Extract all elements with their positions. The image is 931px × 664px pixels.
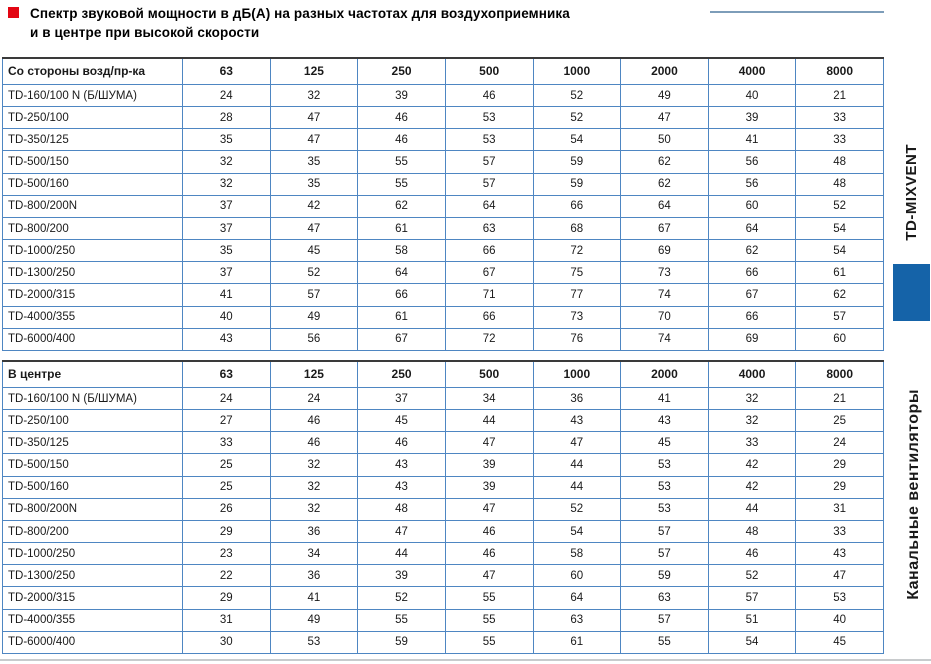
value-cell: 46 <box>270 410 358 432</box>
value-cell: 53 <box>621 498 709 520</box>
header-label-cell: Со стороны возд/пр-ка <box>3 58 183 84</box>
model-cell: TD-4000/355 <box>3 609 183 631</box>
value-cell: 55 <box>358 173 446 195</box>
value-cell: 62 <box>621 173 709 195</box>
value-cell: 54 <box>533 129 621 151</box>
value-cell: 41 <box>621 387 709 409</box>
table-row <box>3 217 884 239</box>
value-cell: 43 <box>358 454 446 476</box>
value-cell: 69 <box>621 240 709 262</box>
value-cell: 74 <box>621 284 709 306</box>
value-cell: 42 <box>270 195 358 217</box>
value-cell: 43 <box>796 543 884 565</box>
value-cell: 76 <box>533 328 621 350</box>
value-cell: 47 <box>445 432 533 454</box>
value-cell: 53 <box>621 454 709 476</box>
value-cell: 33 <box>796 520 884 542</box>
value-cell: 37 <box>183 217 271 239</box>
value-cell: 28 <box>183 107 271 129</box>
value-cell: 32 <box>270 454 358 476</box>
value-cell: 21 <box>796 387 884 409</box>
value-cell: 41 <box>183 284 271 306</box>
model-cell: TD-1000/250 <box>3 543 183 565</box>
sound-power-table-center <box>2 360 884 654</box>
table-row <box>3 84 884 106</box>
frequency-header-cell: 250 <box>358 361 446 387</box>
value-cell: 41 <box>708 129 796 151</box>
page-title <box>30 4 570 42</box>
value-cell: 55 <box>445 631 533 653</box>
value-cell: 60 <box>796 328 884 350</box>
value-cell: 52 <box>533 498 621 520</box>
value-cell: 57 <box>445 151 533 173</box>
value-cell: 23 <box>183 543 271 565</box>
value-cell: 61 <box>358 217 446 239</box>
table-row <box>3 565 884 587</box>
title-rule-line <box>710 11 884 13</box>
value-cell: 32 <box>183 151 271 173</box>
value-cell: 24 <box>796 432 884 454</box>
value-cell: 27 <box>183 410 271 432</box>
value-cell: 47 <box>796 565 884 587</box>
value-cell: 45 <box>621 432 709 454</box>
model-cell: TD-350/125 <box>3 432 183 454</box>
value-cell: 44 <box>445 410 533 432</box>
table-row <box>3 387 884 409</box>
value-cell: 66 <box>533 195 621 217</box>
frequency-header-cell: 250 <box>358 58 446 84</box>
value-cell: 57 <box>708 587 796 609</box>
value-cell: 47 <box>270 129 358 151</box>
model-cell: TD-800/200N <box>3 195 183 217</box>
model-cell: TD-6000/400 <box>3 631 183 653</box>
value-cell: 48 <box>358 498 446 520</box>
value-cell: 39 <box>445 454 533 476</box>
value-cell: 50 <box>621 129 709 151</box>
value-cell: 25 <box>183 454 271 476</box>
value-cell: 35 <box>183 129 271 151</box>
table-row <box>3 262 884 284</box>
value-cell: 58 <box>358 240 446 262</box>
value-cell: 49 <box>621 84 709 106</box>
value-cell: 47 <box>621 107 709 129</box>
value-cell: 47 <box>445 565 533 587</box>
value-cell: 64 <box>708 217 796 239</box>
value-cell: 57 <box>445 173 533 195</box>
model-cell: TD-160/100 N (Б/ШУМА) <box>3 84 183 106</box>
value-cell: 32 <box>270 476 358 498</box>
value-cell: 55 <box>621 631 709 653</box>
value-cell: 47 <box>270 217 358 239</box>
value-cell: 30 <box>183 631 271 653</box>
value-cell: 47 <box>358 520 446 542</box>
value-cell: 33 <box>183 432 271 454</box>
value-cell: 72 <box>445 328 533 350</box>
value-cell: 46 <box>708 543 796 565</box>
value-cell: 45 <box>270 240 358 262</box>
model-cell: TD-800/200N <box>3 498 183 520</box>
value-cell: 29 <box>183 587 271 609</box>
value-cell: 25 <box>796 410 884 432</box>
value-cell: 39 <box>358 565 446 587</box>
value-cell: 46 <box>358 129 446 151</box>
model-cell: TD-500/160 <box>3 173 183 195</box>
table-row <box>3 173 884 195</box>
model-cell: TD-6000/400 <box>3 328 183 350</box>
value-cell: 64 <box>621 195 709 217</box>
value-cell: 63 <box>621 587 709 609</box>
value-cell: 42 <box>708 454 796 476</box>
frequency-header-cell: 8000 <box>796 58 884 84</box>
value-cell: 44 <box>533 476 621 498</box>
table-header-row <box>3 361 884 387</box>
value-cell: 62 <box>358 195 446 217</box>
value-cell: 40 <box>183 306 271 328</box>
value-cell: 59 <box>533 151 621 173</box>
model-cell: TD-4000/355 <box>3 306 183 328</box>
value-cell: 66 <box>358 284 446 306</box>
value-cell: 63 <box>445 217 533 239</box>
value-cell: 46 <box>358 107 446 129</box>
value-cell: 42 <box>708 476 796 498</box>
value-cell: 49 <box>270 306 358 328</box>
table-row <box>3 284 884 306</box>
value-cell: 53 <box>445 107 533 129</box>
model-cell: TD-160/100 N (Б/ШУМА) <box>3 387 183 409</box>
value-cell: 62 <box>621 151 709 173</box>
value-cell: 29 <box>796 476 884 498</box>
table-row <box>3 432 884 454</box>
value-cell: 47 <box>533 432 621 454</box>
model-cell: TD-250/100 <box>3 107 183 129</box>
value-cell: 52 <box>533 107 621 129</box>
frequency-header-cell: 63 <box>183 361 271 387</box>
table-row <box>3 129 884 151</box>
value-cell: 29 <box>796 454 884 476</box>
value-cell: 67 <box>358 328 446 350</box>
value-cell: 48 <box>708 520 796 542</box>
value-cell: 52 <box>270 262 358 284</box>
value-cell: 56 <box>708 151 796 173</box>
value-cell: 22 <box>183 565 271 587</box>
value-cell: 33 <box>796 129 884 151</box>
sound-power-table-inlet <box>2 57 884 351</box>
value-cell: 31 <box>796 498 884 520</box>
value-cell: 43 <box>358 476 446 498</box>
value-cell: 66 <box>708 306 796 328</box>
value-cell: 39 <box>445 476 533 498</box>
table-row <box>3 498 884 520</box>
value-cell: 47 <box>270 107 358 129</box>
value-cell: 52 <box>796 195 884 217</box>
value-cell: 73 <box>533 306 621 328</box>
value-cell: 64 <box>358 262 446 284</box>
frequency-header-cell: 2000 <box>621 361 709 387</box>
value-cell: 54 <box>533 520 621 542</box>
table-row <box>3 609 884 631</box>
value-cell: 35 <box>270 173 358 195</box>
value-cell: 48 <box>796 173 884 195</box>
model-cell: TD-500/150 <box>3 151 183 173</box>
value-cell: 52 <box>358 587 446 609</box>
value-cell: 37 <box>183 195 271 217</box>
value-cell: 69 <box>708 328 796 350</box>
value-cell: 68 <box>533 217 621 239</box>
page-title-line-2: и в центре при высокой скорости <box>30 25 260 40</box>
value-cell: 58 <box>533 543 621 565</box>
value-cell: 66 <box>445 306 533 328</box>
value-cell: 33 <box>796 107 884 129</box>
value-cell: 44 <box>708 498 796 520</box>
value-cell: 24 <box>183 387 271 409</box>
frequency-header-cell: 1000 <box>533 361 621 387</box>
value-cell: 43 <box>621 410 709 432</box>
table-row <box>3 476 884 498</box>
model-cell: TD-1300/250 <box>3 262 183 284</box>
value-cell: 70 <box>621 306 709 328</box>
value-cell: 35 <box>183 240 271 262</box>
table-row <box>3 195 884 217</box>
value-cell: 34 <box>270 543 358 565</box>
value-cell: 53 <box>270 631 358 653</box>
value-cell: 31 <box>183 609 271 631</box>
table-header-row <box>3 58 884 84</box>
value-cell: 47 <box>445 498 533 520</box>
value-cell: 57 <box>621 543 709 565</box>
frequency-header-cell: 8000 <box>796 361 884 387</box>
value-cell: 41 <box>270 587 358 609</box>
value-cell: 75 <box>533 262 621 284</box>
value-cell: 63 <box>533 609 621 631</box>
series-label-text: TD-MIXVENT <box>902 143 920 241</box>
frequency-header-cell: 125 <box>270 58 358 84</box>
value-cell: 53 <box>621 476 709 498</box>
table-row <box>3 107 884 129</box>
value-cell: 52 <box>533 84 621 106</box>
model-cell: TD-2000/315 <box>3 284 183 306</box>
value-cell: 32 <box>270 498 358 520</box>
frequency-header-cell: 63 <box>183 58 271 84</box>
model-cell: TD-1300/250 <box>3 565 183 587</box>
value-cell: 71 <box>445 284 533 306</box>
value-cell: 73 <box>621 262 709 284</box>
value-cell: 66 <box>445 240 533 262</box>
value-cell: 32 <box>708 387 796 409</box>
model-cell: TD-250/100 <box>3 410 183 432</box>
value-cell: 74 <box>621 328 709 350</box>
sidebar-series-label <box>894 118 928 266</box>
value-cell: 57 <box>270 284 358 306</box>
value-cell: 43 <box>533 410 621 432</box>
value-cell: 53 <box>796 587 884 609</box>
value-cell: 67 <box>708 284 796 306</box>
category-label-text: Канальные вентиляторы <box>905 388 922 600</box>
table-row <box>3 240 884 262</box>
value-cell: 57 <box>621 609 709 631</box>
value-cell: 45 <box>796 631 884 653</box>
value-cell: 48 <box>796 151 884 173</box>
value-cell: 32 <box>183 173 271 195</box>
value-cell: 56 <box>270 328 358 350</box>
model-cell: TD-500/160 <box>3 476 183 498</box>
value-cell: 46 <box>445 84 533 106</box>
value-cell: 55 <box>358 609 446 631</box>
value-cell: 61 <box>358 306 446 328</box>
value-cell: 72 <box>533 240 621 262</box>
value-cell: 35 <box>270 151 358 173</box>
value-cell: 59 <box>621 565 709 587</box>
value-cell: 66 <box>708 262 796 284</box>
value-cell: 77 <box>533 284 621 306</box>
value-cell: 45 <box>358 410 446 432</box>
table-row <box>3 543 884 565</box>
value-cell: 57 <box>796 306 884 328</box>
value-cell: 60 <box>708 195 796 217</box>
model-cell: TD-350/125 <box>3 129 183 151</box>
value-cell: 39 <box>358 84 446 106</box>
value-cell: 53 <box>445 129 533 151</box>
frequency-header-cell: 2000 <box>621 58 709 84</box>
value-cell: 56 <box>708 173 796 195</box>
value-cell: 62 <box>708 240 796 262</box>
value-cell: 43 <box>183 328 271 350</box>
value-cell: 57 <box>621 520 709 542</box>
model-cell: TD-500/150 <box>3 454 183 476</box>
value-cell: 62 <box>796 284 884 306</box>
sidebar-category-label <box>896 342 931 646</box>
value-cell: 54 <box>708 631 796 653</box>
red-bullet-icon <box>8 7 19 18</box>
table-row <box>3 410 884 432</box>
value-cell: 64 <box>533 587 621 609</box>
value-cell: 25 <box>183 476 271 498</box>
value-cell: 34 <box>445 387 533 409</box>
value-cell: 46 <box>445 520 533 542</box>
value-cell: 37 <box>183 262 271 284</box>
model-cell: TD-2000/315 <box>3 587 183 609</box>
value-cell: 21 <box>796 84 884 106</box>
value-cell: 67 <box>621 217 709 239</box>
frequency-header-cell: 4000 <box>708 58 796 84</box>
value-cell: 51 <box>708 609 796 631</box>
value-cell: 33 <box>708 432 796 454</box>
value-cell: 55 <box>358 151 446 173</box>
value-cell: 36 <box>270 520 358 542</box>
frequency-header-cell: 500 <box>445 361 533 387</box>
sidebar-accent-square <box>893 264 930 321</box>
value-cell: 32 <box>708 410 796 432</box>
model-cell: TD-800/200 <box>3 217 183 239</box>
value-cell: 46 <box>270 432 358 454</box>
frequency-header-cell: 1000 <box>533 58 621 84</box>
page-title-line-1: Спектр звуковой мощности в дБ(А) на разных частотах для воздухоприемника <box>30 6 570 21</box>
value-cell: 36 <box>270 565 358 587</box>
value-cell: 55 <box>445 587 533 609</box>
value-cell: 59 <box>533 173 621 195</box>
value-cell: 37 <box>358 387 446 409</box>
table-row <box>3 454 884 476</box>
value-cell: 29 <box>183 520 271 542</box>
value-cell: 46 <box>445 543 533 565</box>
bottom-rule-line <box>0 659 931 661</box>
value-cell: 67 <box>445 262 533 284</box>
value-cell: 49 <box>270 609 358 631</box>
table-row <box>3 306 884 328</box>
header-label-cell: В центре <box>3 361 183 387</box>
value-cell: 54 <box>796 240 884 262</box>
value-cell: 46 <box>358 432 446 454</box>
value-cell: 54 <box>796 217 884 239</box>
value-cell: 61 <box>796 262 884 284</box>
frequency-header-cell: 4000 <box>708 361 796 387</box>
value-cell: 36 <box>533 387 621 409</box>
value-cell: 44 <box>533 454 621 476</box>
value-cell: 24 <box>270 387 358 409</box>
table-row <box>3 328 884 350</box>
value-cell: 40 <box>708 84 796 106</box>
value-cell: 52 <box>708 565 796 587</box>
frequency-header-cell: 500 <box>445 58 533 84</box>
value-cell: 61 <box>533 631 621 653</box>
model-cell: TD-1000/250 <box>3 240 183 262</box>
table-row <box>3 520 884 542</box>
table-row <box>3 631 884 653</box>
frequency-header-cell: 125 <box>270 361 358 387</box>
value-cell: 39 <box>708 107 796 129</box>
value-cell: 24 <box>183 84 271 106</box>
value-cell: 44 <box>358 543 446 565</box>
value-cell: 59 <box>358 631 446 653</box>
value-cell: 32 <box>270 84 358 106</box>
value-cell: 40 <box>796 609 884 631</box>
model-cell: TD-800/200 <box>3 520 183 542</box>
value-cell: 26 <box>183 498 271 520</box>
table-row <box>3 587 884 609</box>
value-cell: 55 <box>445 609 533 631</box>
value-cell: 64 <box>445 195 533 217</box>
page-title-block <box>8 4 570 42</box>
table-row <box>3 151 884 173</box>
value-cell: 60 <box>533 565 621 587</box>
